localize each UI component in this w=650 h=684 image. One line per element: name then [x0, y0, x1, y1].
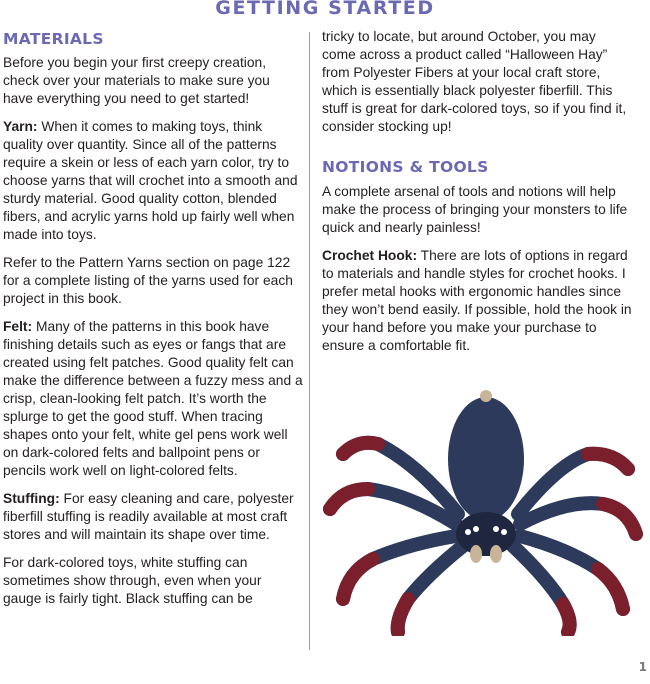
crochet-spider-image: [318, 384, 644, 636]
stuffing-label: Stuffing:: [3, 491, 60, 506]
spider-abdomen: [448, 397, 524, 521]
notions-intro: A complete arsenal of tools and notions will help make the process of bringing your monsters to life quick and nearly painless!: [322, 184, 628, 235]
dark-toys-paragraph: For dark-colored toys, white stuffing can sometimes show through, even when your gauge is fairly tight. Black stuffing can be: [3, 555, 262, 606]
yarn-text: When it comes to making toys, think quality over quantity. Since all of the patterns require a skein or less of each yarn color, try to choose yarns that will crochet into a smooth and sturdy material. Good quality cotton, blended fibers, and acrylic yarns hold up fairly well when made into toys.: [3, 119, 298, 242]
materials-intro: Before you begin your first creepy creation, check over your materials to make sure you have everything you need to get started!: [3, 55, 270, 106]
hook-text: There are lots of options in regard to materials and handle styles for crochet hooks. I prefer metal hooks with ergonomic handles since they won’t bend easily. If possible, hold the hook in your hand before you make your purchase to ensure a comfortable fit.: [322, 248, 632, 353]
page-header: GETTING STARTED: [215, 0, 435, 19]
hook-label: Crochet Hook:: [322, 248, 418, 263]
yarn-label: Yarn:: [3, 119, 38, 134]
stuffing-text: For easy cleaning and care, polyester fiberfill stuffing is readily available at most craft stores and will maintain its shape over time.: [3, 491, 294, 542]
column-divider: [309, 32, 310, 650]
spider-fang-right: [490, 545, 502, 563]
felt-label: Felt:: [3, 319, 33, 334]
spider-head: [456, 512, 516, 556]
hook-paragraph: [322, 247, 632, 355]
yarn-paragraph: [3, 118, 303, 244]
spider-fang-left: [470, 545, 482, 563]
spider-top-bead: [480, 390, 492, 402]
page-number: 1: [638, 660, 647, 674]
felt-text: Many of the patterns in this book have finishing details such as eyes or fangs that are created using felt patches. Good quality felt can make the difference between a fuzzy mess and a crisp, clean-looking felt patch. It’s worth the splurge to get the good stuff. When tracing shapes onto your felt, white gel pens work well on dark-colored felts and ballpoint pens or pencils work well on light-colored felts.: [3, 319, 303, 478]
refer-paragraph: Refer to the Pattern Yarns section on page 122 for a complete listing of the yarns used for each project in this book.: [3, 255, 293, 306]
left-column: [3, 28, 303, 618]
materials-heading: MATERIALS: [3, 30, 104, 48]
notions-heading: NOTIONS & TOOLS: [322, 158, 489, 176]
right-column: [322, 28, 632, 365]
stuffing-paragraph: [3, 490, 303, 544]
felt-paragraph: [3, 318, 303, 480]
dark-toys-continued: tricky to locate, but around October, you may come across a product called “Halloween Hay” from Polyester Fibers at your local craft store, which is essentially black polyester fiberfill. This stuff is great for dark-colored toys, so if you find it, consider stocking up!: [322, 29, 627, 134]
